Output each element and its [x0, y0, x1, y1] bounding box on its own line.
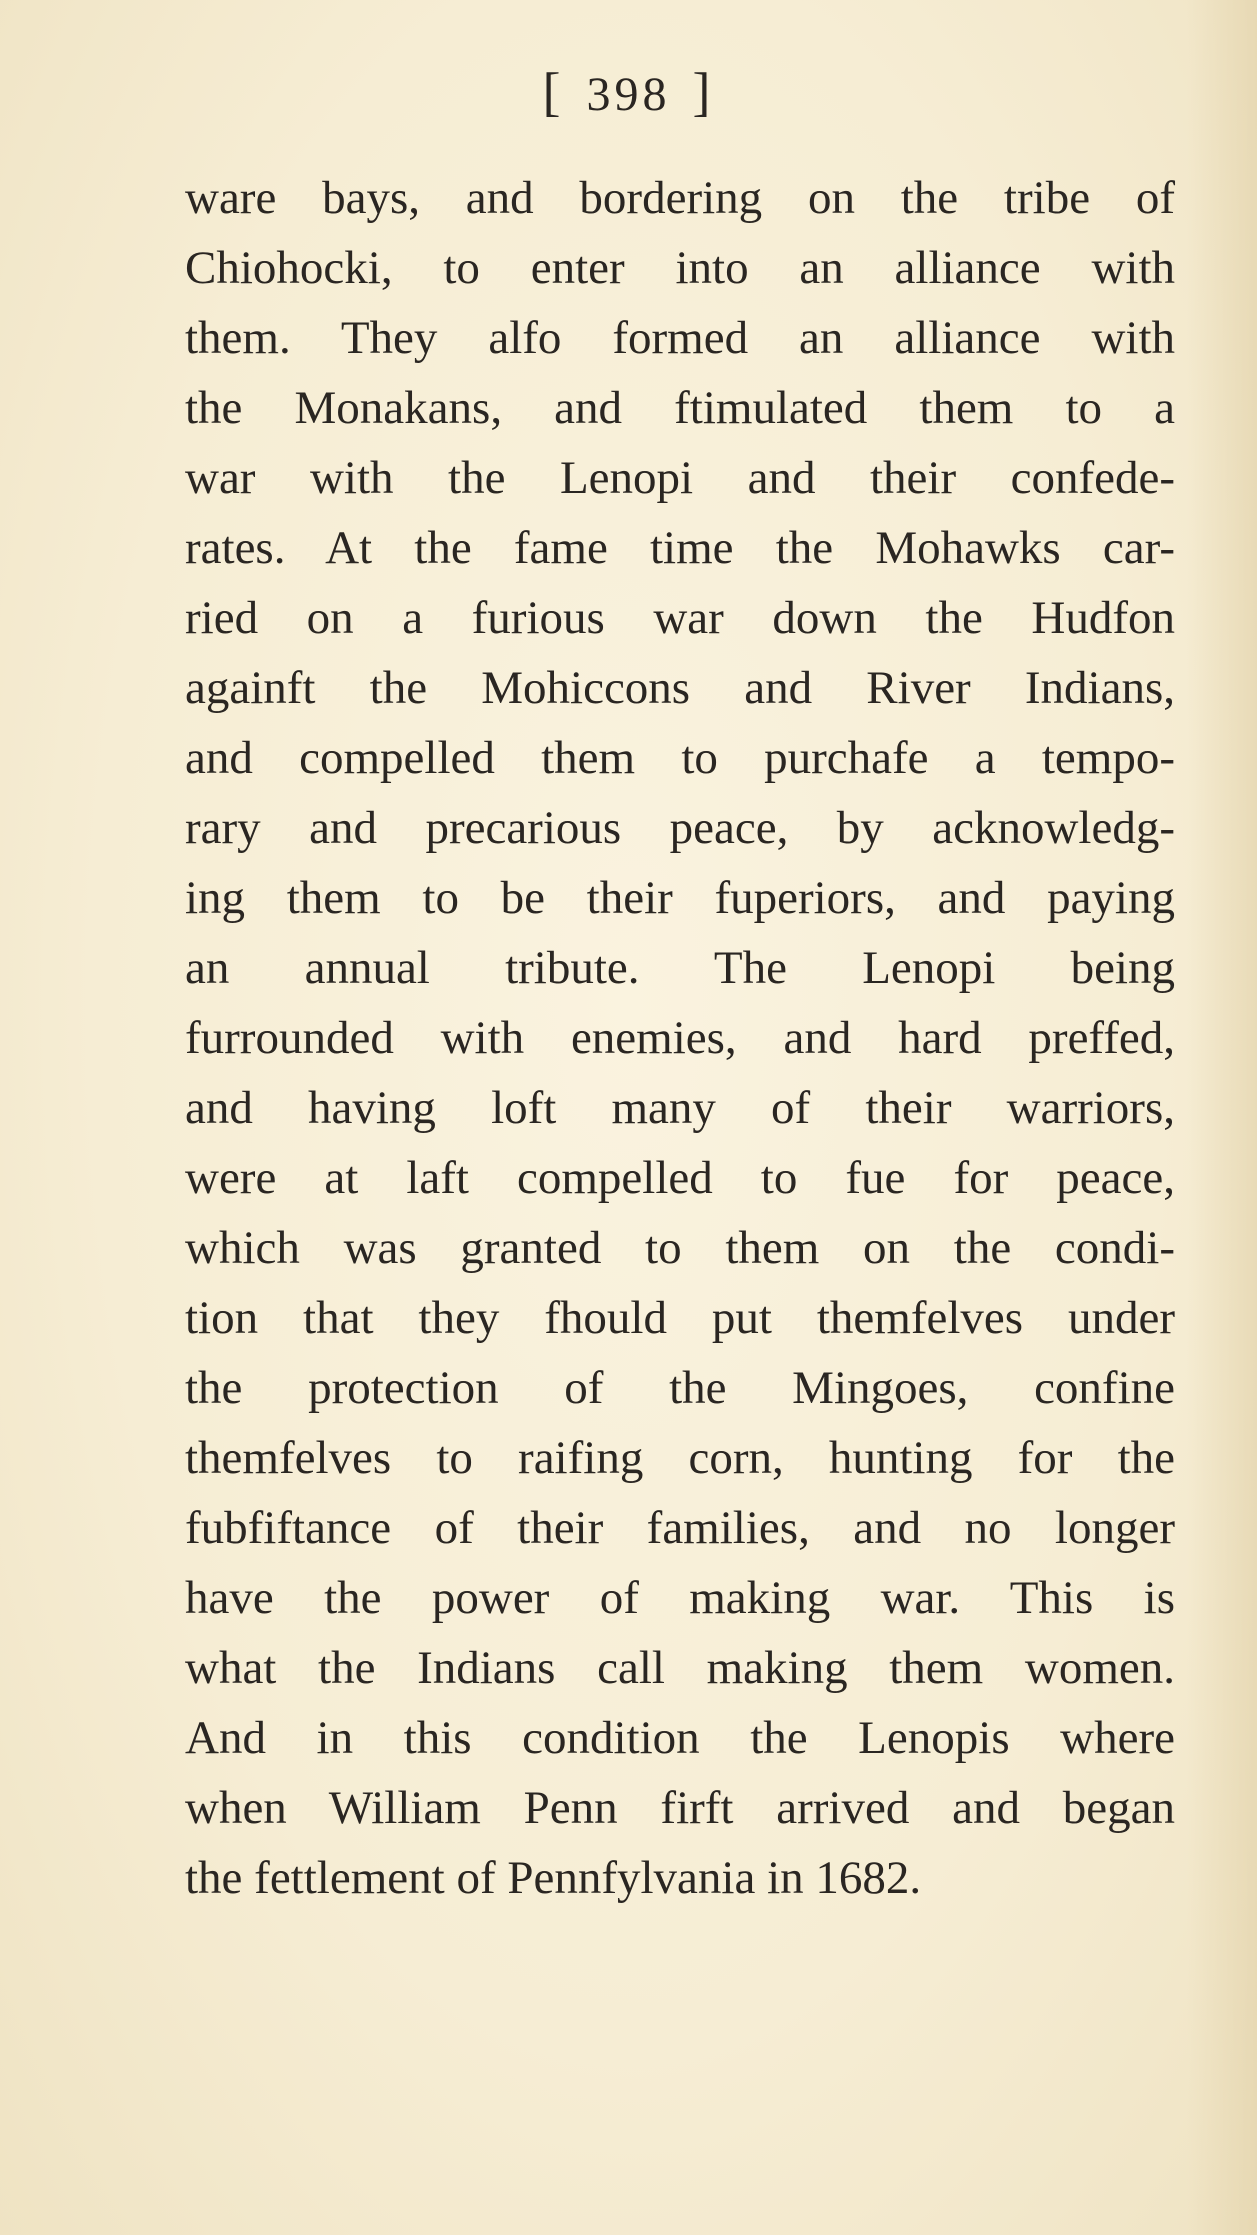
header-bracket-close: ] — [692, 62, 715, 122]
text-line: againft the Mohiccons and River Indians, — [185, 662, 1175, 714]
text-line: rates. At the fame time the Mohawks car- — [185, 522, 1175, 574]
text-line: tion that they fhould put themfelves under — [185, 1292, 1175, 1344]
text-line: ware bays, and bordering on the tribe of — [185, 172, 1175, 224]
text-line: what the Indians call making them women. — [185, 1642, 1175, 1694]
text-line: which was granted to them on the condi- — [185, 1222, 1175, 1274]
text-line: themfelves to raifing corn, hunting for the — [185, 1432, 1175, 1484]
text-line: were at laft compelled to fue for peace, — [185, 1152, 1175, 1204]
text-line: rary and precarious peace, by acknowledg- — [185, 802, 1175, 854]
text-line: an annual tribute. The Lenopi being — [185, 942, 1175, 994]
text-line: furrounded with enemies, and hard preffed, — [185, 1012, 1175, 1064]
text-line: the protection of the Mingoes, confine — [185, 1362, 1175, 1414]
text-line: have the power of making war. This is — [185, 1572, 1175, 1624]
text-line: And in this condition the Lenopis where — [185, 1712, 1175, 1764]
page-number: 398 — [586, 68, 671, 121]
text-line: and compelled them to purchafe a tempo- — [185, 732, 1175, 784]
text-line: when William Penn firft arrived and began — [185, 1782, 1175, 1834]
text-line-last: the fettlement of Pennfylvania in 1682. — [185, 1852, 922, 1904]
text-line: the Monakans, and ftimulated them to a — [185, 382, 1175, 434]
text-line: Chiohocki, to enter into an alliance with — [185, 242, 1175, 294]
text-line: them. They alfo formed an alliance with — [185, 312, 1175, 364]
page-header — [0, 62, 1257, 125]
body-text — [185, 163, 1175, 1913]
text-line: ing them to be their fuperiors, and paying — [185, 872, 1175, 924]
header-bracket-open: [ — [542, 62, 565, 122]
text-line: war with the Lenopi and their confede- — [185, 452, 1175, 504]
page-edge-shadow — [1187, 0, 1257, 2235]
text-line: and having loft many of their warriors, — [185, 1082, 1175, 1134]
text-line: fubfiftance of their families, and no longer — [185, 1502, 1175, 1554]
text-line: ried on a furious war down the Hudfon — [185, 592, 1175, 644]
